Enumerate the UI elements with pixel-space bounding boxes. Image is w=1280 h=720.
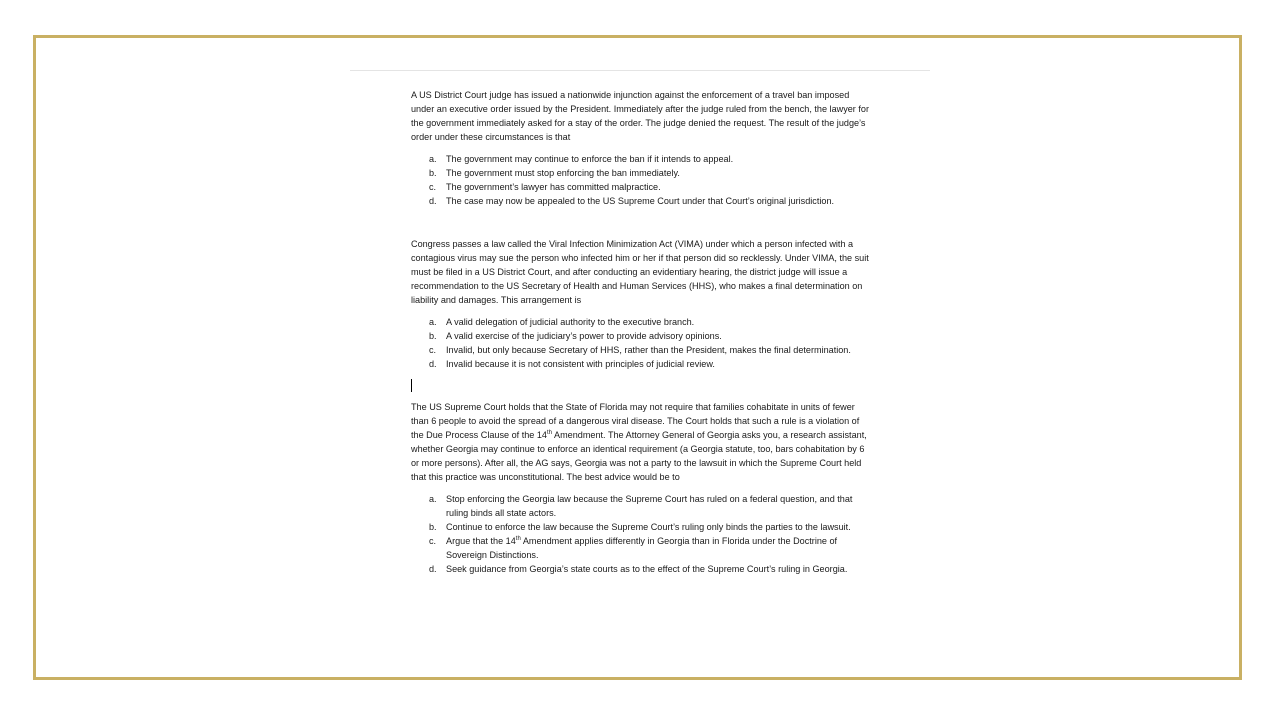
option-text: Invalid, but only because Secretary of HHS, rather than the President, makes the final determination.	[446, 345, 851, 355]
question-stem: Congress passes a law called the Viral Infection Minimization Act (VIMA) under which a person infected with a contagious virus may sue the person who infected him or her if that person did so recklessly. Under VIMA, the suit must be filed in a US District Court, and after conducting an evidentiary hearing, the district judge will issue a recommendation to the US Secretary of Health and Human Services (HHS), who makes a final determination on liability and damages. This arrangement is	[411, 239, 869, 305]
option-letter: c.	[429, 182, 437, 192]
option-text: Seek guidance from Georgia’s state courts as to the effect of the Supreme Court’s ruling in Georgia.	[446, 564, 848, 574]
answer-options	[411, 492, 871, 576]
option-c	[411, 343, 871, 357]
option-a	[411, 315, 871, 329]
question-2	[411, 237, 871, 371]
answer-options	[411, 152, 871, 208]
option-text: The government must stop enforcing the ban immediately.	[446, 168, 680, 178]
stem-text: The US Supreme Court holds that the State of Florida may not require that families cohabitate in units of fewer than 6 people to avoid the spread of a dangerous viral disease. The Court holds that such a rule is a violation of the Due Process Clause of the 14	[411, 402, 860, 440]
option-letter: d.	[429, 564, 437, 574]
option-d	[411, 194, 871, 208]
option-text: Invalid because it is not consistent with principles of judicial review.	[446, 359, 715, 369]
option-letter: d.	[429, 196, 437, 206]
question-stem	[411, 400, 871, 484]
option-letter: a.	[429, 494, 437, 504]
answer-options	[411, 315, 871, 371]
option-a	[411, 152, 871, 166]
option-letter: b.	[429, 168, 437, 178]
option-letter: a.	[429, 154, 437, 164]
option-c	[411, 534, 871, 562]
document-body	[411, 88, 871, 576]
option-d	[411, 357, 871, 371]
option-text: Continue to enforce the law because the Supreme Court’s ruling only binds the parties to the lawsuit.	[446, 522, 851, 532]
ordinal-suffix: th	[546, 430, 552, 436]
option-d	[411, 562, 871, 576]
option-text: The government may continue to enforce the ban if it intends to appeal.	[446, 154, 734, 164]
option-b	[411, 329, 871, 343]
ordinal-suffix: th	[515, 536, 521, 542]
question-1	[411, 88, 871, 208]
option-text: A valid exercise of the judiciary’s power to provide advisory opinions.	[446, 331, 722, 341]
option-letter: b.	[429, 522, 437, 532]
option-text: The case may now be appealed to the US Supreme Court under that Court’s original jurisdiction.	[446, 196, 835, 206]
option-b	[411, 166, 871, 180]
option-letter: d.	[429, 359, 437, 369]
option-text: A valid delegation of judicial authority to the executive branch.	[446, 317, 695, 327]
option-text: Argue that the 14	[446, 536, 516, 546]
option-b	[411, 520, 871, 534]
page-top-rule	[350, 70, 930, 71]
option-letter: c.	[429, 536, 437, 546]
option-text: Amendment applies differently in Georgia than in Florida under the Doctrine of Sovereign Distinctions.	[446, 536, 838, 560]
option-c	[411, 180, 871, 194]
option-a	[411, 492, 871, 520]
option-text: Stop enforcing the Georgia law because the Supreme Court has ruled on a federal question, and that ruling binds all state actors.	[446, 494, 853, 518]
stem-text: Amendment. The Attorney General of Georgia asks you, a research assistant, whether Georgia may continue to enforce an identical requirement (a Georgia statute, too, bars cohabitation by 6 or more persons). After all, the AG says, Georgia was not a party to the lawsuit in which the Supreme Court held that this practice was unconstitutional. The best advice would be to	[411, 430, 867, 482]
question-stem: A US District Court judge has issued a nationwide injunction against the enforcement of a travel ban imposed under an executive order issued by the President. Immediately after the judge ruled from the bench, the lawyer for the government immediately asked for a stay of the order. The judge denied the request. The result of the judge’s order under these circumstances is that	[411, 90, 869, 142]
question-3	[411, 400, 871, 576]
option-letter: a.	[429, 317, 437, 327]
option-letter: c.	[429, 345, 437, 355]
option-text: The government’s lawyer has committed malpractice.	[446, 182, 661, 192]
text-cursor	[411, 379, 412, 392]
option-letter: b.	[429, 331, 437, 341]
